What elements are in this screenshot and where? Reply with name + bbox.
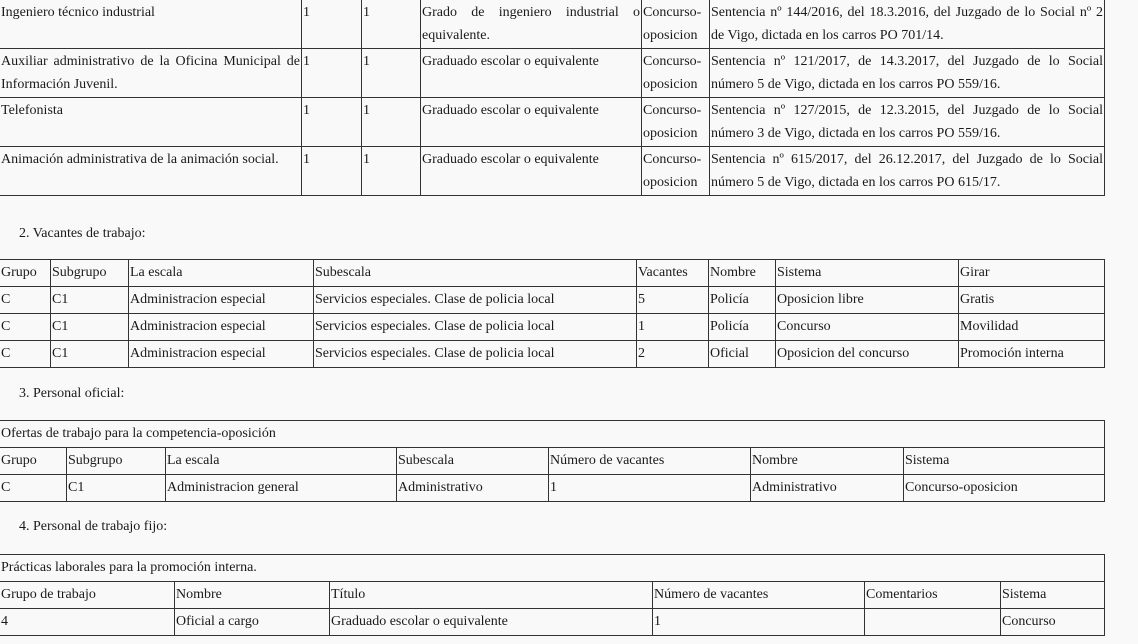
table-cell: 4 [0, 609, 175, 636]
column-header: Nombre [751, 448, 904, 475]
table-cell: Administrativo [751, 475, 904, 502]
count-cell: 1 [302, 49, 362, 98]
ruling-cell: Sentencia nº 127/2015, de 12.3.2015, del Juzgado de lo Social número 3 de Vigo, dictada en los carros PO 559/16. [710, 98, 1105, 147]
official-staff-table [0, 420, 1105, 502]
count-cell: 1 [302, 147, 362, 196]
table-cell: Administracion general [166, 475, 397, 502]
system-cell: Concurso-oposicion [642, 49, 710, 98]
table-cell: Concurso-oposicion [904, 475, 1105, 502]
table-cell: 1 [637, 314, 709, 341]
table-cell: C [0, 341, 51, 368]
table-cell: Concurso [776, 314, 959, 341]
table-header-row [0, 260, 1105, 287]
table-cell: Concurso [1001, 609, 1105, 636]
qualification-cell: Grado de ingeniero industrial o equivalente. [421, 0, 642, 49]
table-row [0, 49, 1105, 98]
position-name-cell: Telefonista [0, 98, 302, 147]
column-header: Girar [959, 260, 1105, 287]
table-cell: Servicios especiales. Clase de policia local [314, 287, 637, 314]
table-cell: Promoción interna [959, 341, 1105, 368]
ruling-cell: Sentencia nº 144/2016, del 18.3.2016, del Juzgado de lo Social nº 2 de Vigo, dictada en los carros PO 701/14. [710, 0, 1105, 49]
table-cell: Oficial [709, 341, 776, 368]
qualification-cell: Graduado escolar o equivalente [421, 147, 642, 196]
table-caption-row [0, 555, 1105, 582]
column-header: Comentarios [865, 582, 1001, 609]
table-cell: Graduado escolar o equivalente [330, 609, 653, 636]
table-cell: C [0, 287, 51, 314]
table-row [0, 609, 1105, 636]
table-row [0, 341, 1105, 368]
column-header: Vacantes [637, 260, 709, 287]
table-cell: Oficial a cargo [175, 609, 330, 636]
table-row [0, 475, 1105, 502]
column-header: Sistema [904, 448, 1105, 475]
ruling-cell: Sentencia nº 121/2017, de 14.3.2017, del Juzgado de lo Social número 5 de Vigo, dictada en los carros PO 559/16. [710, 49, 1105, 98]
count-cell: 1 [362, 49, 421, 98]
table-caption: Prácticas laborales para la promoción interna. [0, 555, 1105, 582]
position-name-cell: Auxiliar administrativo de la Oficina Municipal de Información Juvenil. [0, 49, 302, 98]
table-cell: Administracion especial [129, 314, 314, 341]
column-header: Número de vacantes [549, 448, 751, 475]
table-cell: C1 [51, 341, 129, 368]
column-header: Grupo [0, 448, 67, 475]
table-cell: Oposicion del concurso [776, 341, 959, 368]
table-cell: Policía [709, 314, 776, 341]
table-cell: C [0, 475, 67, 502]
job-offers-table [0, 0, 1105, 196]
column-header: Sistema [1001, 582, 1105, 609]
table-cell: C [0, 314, 51, 341]
table-caption: Ofertas de trabajo para la competencia-oposición [0, 421, 1105, 448]
column-header: Subescala [314, 260, 637, 287]
table-cell: Administracion especial [129, 287, 314, 314]
table-cell: Administracion especial [129, 341, 314, 368]
qualification-cell: Graduado escolar o equivalente [421, 49, 642, 98]
system-cell: Concurso-oposicion [642, 0, 710, 49]
column-header: Número de vacantes [653, 582, 865, 609]
table-cell: C1 [67, 475, 166, 502]
count-cell: 1 [362, 147, 421, 196]
table-cell: C1 [51, 314, 129, 341]
position-name-cell: Ingeniero técnico industrial [0, 0, 302, 49]
table-cell [865, 609, 1001, 636]
table-row [0, 314, 1105, 341]
system-cell: Concurso-oposicion [642, 98, 710, 147]
column-header: Subgrupo [67, 448, 166, 475]
position-name-cell: Animación administrativa de la animación social. [0, 147, 302, 196]
table-cell: 1 [653, 609, 865, 636]
section-heading: 4. Personal de trabajo fijo: [19, 519, 168, 534]
table-cell: Administrativo [397, 475, 549, 502]
vacancies-table [0, 259, 1105, 368]
column-header: Grupo de trabajo [0, 582, 175, 609]
table-cell: Servicios especiales. Clase de policia local [314, 314, 637, 341]
ruling-cell: Sentencia nº 615/2017, del 26.12.2017, del Juzgado de lo Social número 5 de Vigo, dictada en los carros PO 615/17. [710, 147, 1105, 196]
column-header: Nombre [175, 582, 330, 609]
column-header: La escala [166, 448, 397, 475]
table-cell: C1 [51, 287, 129, 314]
table-cell: 1 [549, 475, 751, 502]
column-header: La escala [129, 260, 314, 287]
count-cell: 1 [302, 0, 362, 49]
table-row [0, 0, 1105, 49]
table-cell: Oposicion libre [776, 287, 959, 314]
column-header: Subgrupo [51, 260, 129, 287]
table-row [0, 147, 1105, 196]
count-cell: 1 [302, 98, 362, 147]
table-header-row [0, 448, 1105, 475]
count-cell: 1 [362, 98, 421, 147]
table-row [0, 98, 1105, 147]
table-header-row [0, 582, 1105, 609]
count-cell: 1 [362, 0, 421, 49]
column-header: Sistema [776, 260, 959, 287]
system-cell: Concurso-oposicion [642, 147, 710, 196]
table-cell: Movilidad [959, 314, 1105, 341]
column-header: Título [330, 582, 653, 609]
column-header: Grupo [0, 260, 51, 287]
table-row [0, 287, 1105, 314]
fixed-staff-table [0, 554, 1105, 636]
column-header: Subescala [397, 448, 549, 475]
table-cell: 2 [637, 341, 709, 368]
table-cell: 5 [637, 287, 709, 314]
column-header: Nombre [709, 260, 776, 287]
table-cell: Servicios especiales. Clase de policia local [314, 341, 637, 368]
qualification-cell: Graduado escolar o equivalente [421, 98, 642, 147]
table-cell: Gratis [959, 287, 1105, 314]
table-caption-row [0, 421, 1105, 448]
table-cell: Policía [709, 287, 776, 314]
section-heading: 3. Personal oficial: [19, 386, 125, 401]
section-heading: 2. Vacantes de trabajo: [19, 226, 146, 241]
